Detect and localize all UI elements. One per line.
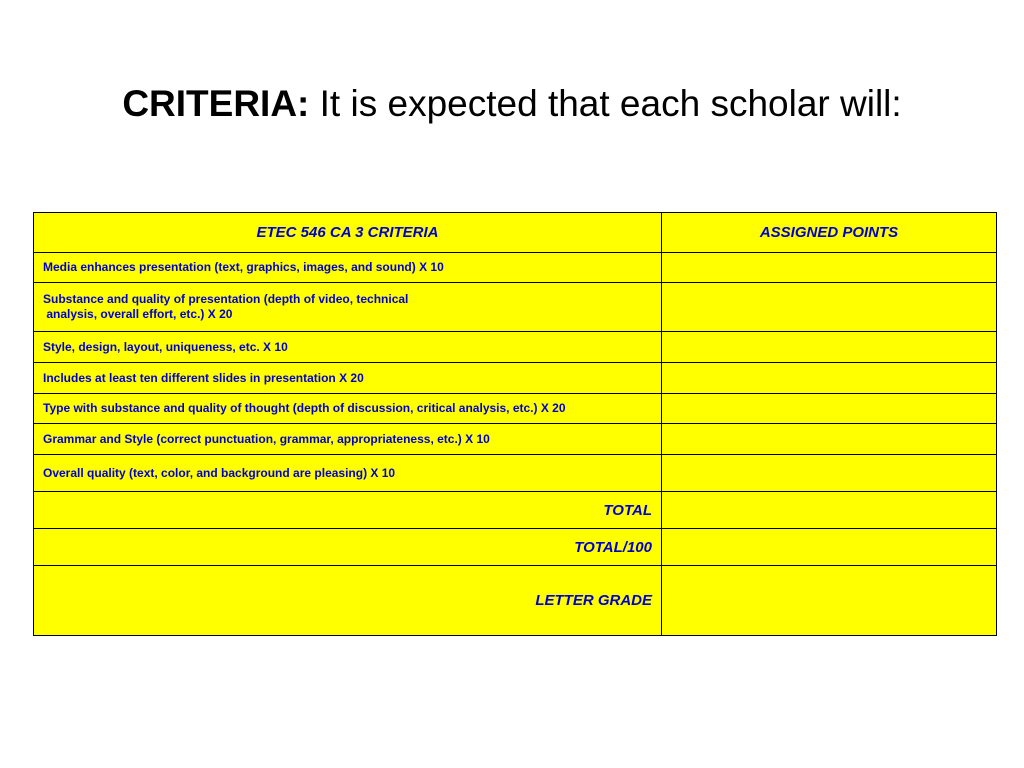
total-percent-label: TOTAL/100 <box>34 529 662 566</box>
points-cell <box>662 283 997 332</box>
title-text: It is expected that each scholar will: <box>309 83 902 124</box>
table-header-row <box>34 213 997 253</box>
table-row <box>34 455 997 492</box>
criteria-text: Includes at least ten different slides in presentation X 20 <box>43 370 364 385</box>
criteria-column-header: ETEC 546 CA 3 CRITERIA <box>34 213 662 253</box>
criteria-text: Media enhances presentation (text, graphics, images, and sound) X 10 <box>43 260 444 274</box>
total-percent-points-cell <box>662 529 997 566</box>
criteria-text: Style, design, layout, uniqueness, etc. X 10 <box>43 339 288 354</box>
points-cell <box>662 394 997 424</box>
table-row <box>34 253 997 283</box>
slide-title <box>0 80 1024 128</box>
criteria-text: Grammar and Style (correct punctuation, grammar, appropriateness, etc.) X 10 <box>43 431 490 446</box>
total-points-cell <box>662 492 997 529</box>
criteria-table <box>33 212 997 636</box>
title-bold: CRITERIA: <box>122 83 310 124</box>
criteria-cell <box>34 394 662 424</box>
criteria-text: Type with substance and quality of thought (depth of discussion, critical analysis, etc.) X 20 <box>43 401 566 415</box>
letter-grade-points-cell <box>662 566 997 636</box>
points-cell <box>662 424 997 455</box>
table-row <box>34 394 997 424</box>
criteria-text: Overall quality (text, color, and background are pleasing) X 10 <box>43 465 396 480</box>
total-label: TOTAL <box>34 492 662 529</box>
points-column-header: ASSIGNED POINTS <box>662 213 997 253</box>
criteria-cell <box>34 253 662 283</box>
criteria-cell <box>34 455 662 492</box>
letter-grade-label: LETTER GRADE <box>34 566 662 636</box>
points-cell <box>662 253 997 283</box>
table-row <box>34 283 997 332</box>
criteria-cell <box>34 283 662 332</box>
points-cell <box>662 363 997 394</box>
letter-grade-row <box>34 566 997 636</box>
table-row <box>34 424 997 455</box>
table-row <box>34 332 997 363</box>
table-row <box>34 363 997 394</box>
points-cell <box>662 332 997 363</box>
criteria-cell <box>34 363 662 394</box>
total-row <box>34 492 997 529</box>
criteria-text: analysis, overall effort, etc.) X 20 <box>43 307 233 321</box>
points-cell <box>662 455 997 492</box>
total-percent-row <box>34 529 997 566</box>
criteria-cell <box>34 332 662 363</box>
criteria-text: Substance and quality of presentation (depth of video, technical <box>43 292 409 306</box>
criteria-cell <box>34 424 662 455</box>
